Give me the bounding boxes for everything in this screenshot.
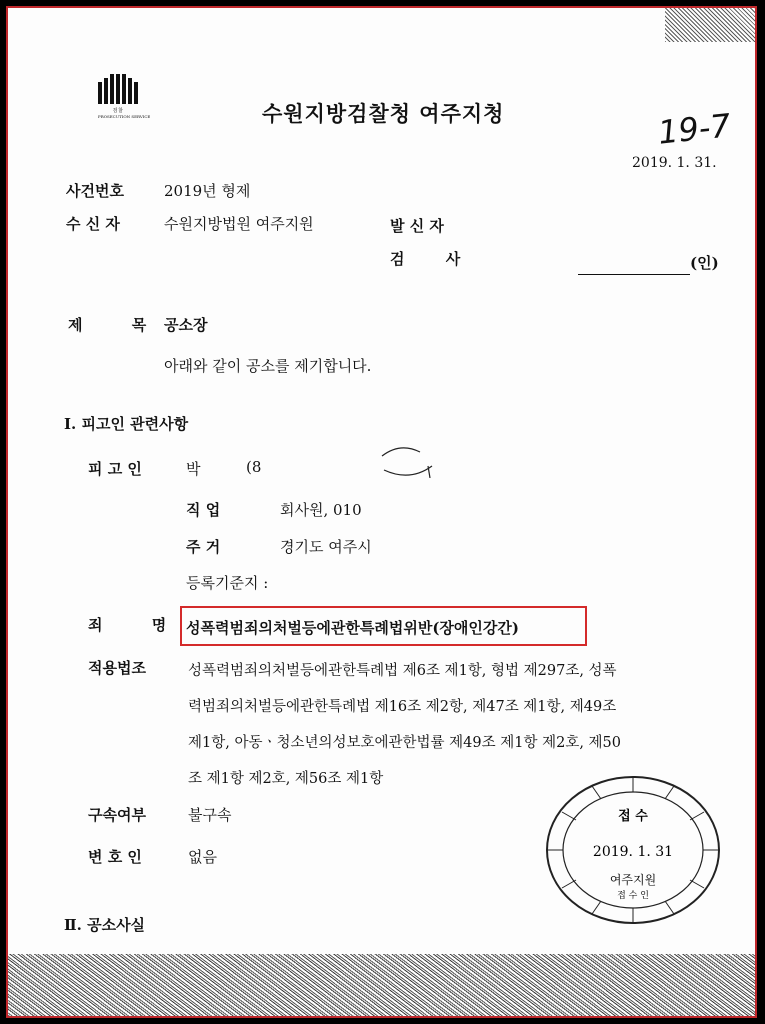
lawyer-label: 변 호 인: [88, 848, 142, 866]
intro-text: 아래와 같이 공소를 제기합니다.: [164, 357, 372, 375]
detention-label: 구속여부: [88, 806, 146, 824]
handwritten-note: 19-7: [656, 106, 733, 152]
job-label: 직 업: [186, 501, 221, 519]
crime-label: 죄 명: [88, 616, 189, 634]
case-no-label: 사건번호: [66, 182, 124, 200]
document-page: [6, 6, 757, 1018]
receipt-stamp: [544, 774, 722, 926]
law-label: 적용법조: [88, 659, 146, 677]
stamp-bottom-sub: 접 수 인: [617, 891, 649, 901]
subject-label: 제 목: [68, 316, 169, 334]
law-line-3: 제1항, 아동ㆍ청소년의성보호에관한법률 제49조 제1항 제2호, 제50: [188, 735, 622, 751]
subject-value: 공소장: [164, 316, 208, 334]
law-line-2: 력범죄의처벌등에관한특례법 제16조 제2항, 제47조 제1항, 제49조: [188, 699, 617, 715]
registry-label: 등록기준지 :: [186, 574, 269, 592]
recipient-label: 수 신 자: [66, 215, 120, 233]
seal-mark: (인): [690, 254, 719, 272]
defendant-id: (8: [246, 458, 262, 476]
sender-label: 발 신 자: [390, 217, 444, 235]
prosecution-logo: [98, 74, 151, 120]
pen-mark: [380, 444, 436, 478]
logo-subcaption: PROSECUTION SERVICE: [98, 114, 151, 119]
section2-heading: Ⅱ. 공소사실: [64, 916, 146, 934]
lawyer-value: 없음: [188, 848, 217, 866]
address-value: 경기도 여주시: [280, 538, 372, 556]
scan-noise-top: [665, 8, 755, 42]
page-title: 수원지방검찰청 여주지청: [262, 101, 505, 126]
stamp-date: 2019. 1. 31: [592, 844, 674, 860]
defendant-label: 피 고 인: [88, 460, 142, 478]
stamp-bottom-text: 여주지원: [609, 873, 657, 887]
recipient-value: 수원지방법원 여주지원: [164, 215, 314, 233]
case-no-value: 2019년 형제: [164, 182, 251, 200]
prosecutor-label: 검 사: [390, 250, 479, 268]
scan-noise-bottom: [8, 954, 755, 1016]
job-value: 회사원, 010: [280, 501, 362, 519]
logo-caption: 검찰: [112, 108, 124, 114]
detention-value: 불구속: [188, 806, 232, 824]
law-line-4: 조 제1항 제2호, 제56조 제1항: [188, 771, 384, 787]
signature-line: [578, 274, 690, 275]
defendant-name: 박: [186, 460, 201, 478]
law-line-1: 성폭력범죄의처벌등에관한특례법 제6조 제1항, 형법 제297조, 성폭: [188, 663, 617, 679]
address-label: 주 거: [186, 538, 221, 556]
section1-heading: Ⅰ. 피고인 관련사항: [64, 415, 189, 433]
stamp-top-text: 접 수: [618, 809, 648, 824]
document-date: 2019. 1. 31.: [632, 155, 717, 171]
crime-value: 성폭력범죄의처벌등에관한특례법위반(장애인강간): [186, 619, 519, 637]
